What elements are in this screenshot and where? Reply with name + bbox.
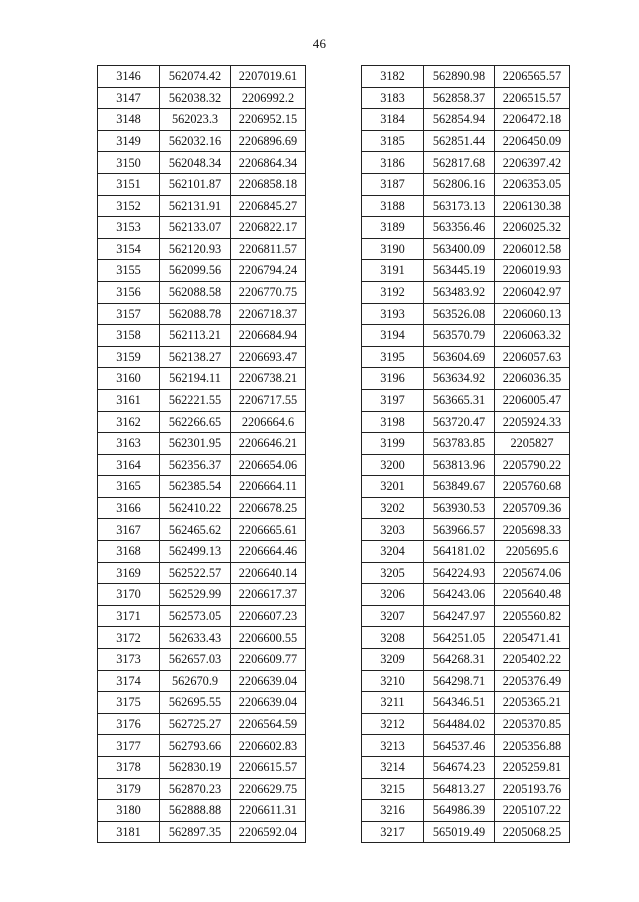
x-coordinate-cell: 562657.03	[160, 649, 231, 671]
table-row	[98, 346, 306, 368]
point-number-cell: 3198	[362, 411, 424, 433]
x-coordinate-cell: 562221.55	[160, 389, 231, 411]
table-row	[362, 454, 570, 476]
y-coordinate-cell: 2206845.27	[231, 195, 306, 217]
y-coordinate-cell: 2205365.21	[495, 692, 570, 714]
table-row	[362, 627, 570, 649]
table-row	[98, 389, 306, 411]
point-number-cell: 3176	[98, 713, 160, 735]
point-number-cell: 3165	[98, 476, 160, 498]
point-number-cell: 3216	[362, 800, 424, 822]
x-coordinate-cell: 563400.09	[424, 238, 495, 260]
x-coordinate-cell: 562101.87	[160, 173, 231, 195]
table-row	[98, 476, 306, 498]
table-row	[98, 411, 306, 433]
x-coordinate-cell: 564346.51	[424, 692, 495, 714]
x-coordinate-cell: 563526.08	[424, 303, 495, 325]
x-coordinate-cell: 563813.96	[424, 454, 495, 476]
point-number-cell: 3194	[362, 325, 424, 347]
point-number-cell: 3171	[98, 605, 160, 627]
y-coordinate-cell: 2206952.15	[231, 109, 306, 131]
point-number-cell: 3190	[362, 238, 424, 260]
y-coordinate-cell: 2206602.83	[231, 735, 306, 757]
point-number-cell: 3193	[362, 303, 424, 325]
table-row	[362, 433, 570, 455]
y-coordinate-cell: 2205471.41	[495, 627, 570, 649]
x-coordinate-cell: 562670.9	[160, 670, 231, 692]
table-row	[362, 303, 570, 325]
x-coordinate-cell: 562410.22	[160, 497, 231, 519]
table-row	[362, 173, 570, 195]
x-coordinate-cell: 562725.27	[160, 713, 231, 735]
y-coordinate-cell: 2206025.32	[495, 217, 570, 239]
point-number-cell: 3162	[98, 411, 160, 433]
point-number-cell: 3191	[362, 260, 424, 282]
x-coordinate-cell: 562356.37	[160, 454, 231, 476]
point-number-cell: 3195	[362, 346, 424, 368]
y-coordinate-cell: 2206664.11	[231, 476, 306, 498]
table-row	[362, 325, 570, 347]
point-number-cell: 3199	[362, 433, 424, 455]
x-coordinate-cell: 562806.16	[424, 173, 495, 195]
point-number-cell: 3192	[362, 281, 424, 303]
y-coordinate-cell: 2206019.93	[495, 260, 570, 282]
table-row	[98, 497, 306, 519]
x-coordinate-cell: 562088.58	[160, 281, 231, 303]
table-row	[98, 584, 306, 606]
x-coordinate-cell: 564251.05	[424, 627, 495, 649]
point-number-cell: 3179	[98, 778, 160, 800]
x-coordinate-cell: 563665.31	[424, 389, 495, 411]
point-number-cell: 3180	[98, 800, 160, 822]
point-number-cell: 3185	[362, 130, 424, 152]
point-number-cell: 3210	[362, 670, 424, 692]
point-number-cell: 3182	[362, 66, 424, 88]
table-row	[98, 562, 306, 584]
x-coordinate-cell: 564247.97	[424, 605, 495, 627]
x-coordinate-cell: 562695.55	[160, 692, 231, 714]
y-coordinate-cell: 2206397.42	[495, 152, 570, 174]
x-coordinate-cell: 562088.78	[160, 303, 231, 325]
x-coordinate-cell: 562032.16	[160, 130, 231, 152]
x-coordinate-cell: 562897.35	[160, 821, 231, 843]
point-number-cell: 3207	[362, 605, 424, 627]
x-coordinate-cell: 562499.13	[160, 541, 231, 563]
point-number-cell: 3183	[362, 87, 424, 109]
x-coordinate-cell: 564268.31	[424, 649, 495, 671]
table-row	[98, 454, 306, 476]
table-row	[98, 87, 306, 109]
table-row	[98, 238, 306, 260]
y-coordinate-cell: 2205356.88	[495, 735, 570, 757]
y-coordinate-cell: 2206664.46	[231, 541, 306, 563]
table-row	[98, 692, 306, 714]
point-number-cell: 3189	[362, 217, 424, 239]
table-row	[98, 325, 306, 347]
y-coordinate-cell: 2206036.35	[495, 368, 570, 390]
y-coordinate-cell: 2206472.18	[495, 109, 570, 131]
y-coordinate-cell: 2206564.59	[231, 713, 306, 735]
point-number-cell: 3201	[362, 476, 424, 498]
table-row	[98, 605, 306, 627]
y-coordinate-cell: 2206858.18	[231, 173, 306, 195]
x-coordinate-cell: 563604.69	[424, 346, 495, 368]
y-coordinate-cell: 2206353.05	[495, 173, 570, 195]
point-number-cell: 3214	[362, 757, 424, 779]
point-number-cell: 3151	[98, 173, 160, 195]
table-row	[362, 217, 570, 239]
point-number-cell: 3164	[98, 454, 160, 476]
x-coordinate-cell: 562870.23	[160, 778, 231, 800]
y-coordinate-cell: 2206565.57	[495, 66, 570, 88]
x-coordinate-cell: 562266.65	[160, 411, 231, 433]
x-coordinate-cell: 565019.49	[424, 821, 495, 843]
table-row	[362, 346, 570, 368]
x-coordinate-cell: 562465.62	[160, 519, 231, 541]
x-coordinate-cell: 563483.92	[424, 281, 495, 303]
table-row	[362, 541, 570, 563]
x-coordinate-cell: 562099.56	[160, 260, 231, 282]
point-number-cell: 3200	[362, 454, 424, 476]
table-row	[362, 389, 570, 411]
y-coordinate-cell: 2206678.25	[231, 497, 306, 519]
table-row	[98, 303, 306, 325]
x-coordinate-cell: 562113.21	[160, 325, 231, 347]
table-row	[362, 605, 570, 627]
y-coordinate-cell: 2206896.69	[231, 130, 306, 152]
x-coordinate-cell: 562120.93	[160, 238, 231, 260]
y-coordinate-cell: 2205107.22	[495, 800, 570, 822]
point-number-cell: 3197	[362, 389, 424, 411]
y-coordinate-cell: 2206811.57	[231, 238, 306, 260]
x-coordinate-cell: 562830.19	[160, 757, 231, 779]
y-coordinate-cell: 2205402.22	[495, 649, 570, 671]
point-number-cell: 3166	[98, 497, 160, 519]
point-number-cell: 3174	[98, 670, 160, 692]
point-number-cell: 3186	[362, 152, 424, 174]
point-number-cell: 3146	[98, 66, 160, 88]
y-coordinate-cell: 2206063.32	[495, 325, 570, 347]
table-row	[362, 130, 570, 152]
y-coordinate-cell: 2206607.23	[231, 605, 306, 627]
point-number-cell: 3208	[362, 627, 424, 649]
point-number-cell: 3163	[98, 433, 160, 455]
y-coordinate-cell: 2205259.81	[495, 757, 570, 779]
point-number-cell: 3172	[98, 627, 160, 649]
x-coordinate-cell: 564813.27	[424, 778, 495, 800]
y-coordinate-cell: 2206738.21	[231, 368, 306, 390]
table-row	[98, 109, 306, 131]
page-number: 46	[312, 36, 327, 51]
y-coordinate-cell: 2206639.04	[231, 670, 306, 692]
y-coordinate-cell: 2206770.75	[231, 281, 306, 303]
table-row	[362, 735, 570, 757]
table-row	[362, 800, 570, 822]
y-coordinate-cell: 2205560.82	[495, 605, 570, 627]
x-coordinate-cell: 564298.71	[424, 670, 495, 692]
x-coordinate-cell: 562301.95	[160, 433, 231, 455]
x-coordinate-cell: 563849.67	[424, 476, 495, 498]
table-row	[362, 152, 570, 174]
table-row	[98, 627, 306, 649]
coordinates-table-right	[361, 65, 570, 843]
table-row	[362, 260, 570, 282]
point-number-cell: 3178	[98, 757, 160, 779]
point-number-cell: 3187	[362, 173, 424, 195]
table-row	[98, 195, 306, 217]
y-coordinate-cell: 2205068.25	[495, 821, 570, 843]
table-row	[362, 109, 570, 131]
table-row	[98, 800, 306, 822]
y-coordinate-cell: 2206864.34	[231, 152, 306, 174]
x-coordinate-cell: 564674.23	[424, 757, 495, 779]
point-number-cell: 3188	[362, 195, 424, 217]
point-number-cell: 3215	[362, 778, 424, 800]
x-coordinate-cell: 564224.93	[424, 562, 495, 584]
table-row	[362, 519, 570, 541]
point-number-cell: 3154	[98, 238, 160, 260]
point-number-cell: 3177	[98, 735, 160, 757]
y-coordinate-cell: 2206592.04	[231, 821, 306, 843]
point-number-cell: 3205	[362, 562, 424, 584]
y-coordinate-cell: 2205640.48	[495, 584, 570, 606]
table-row	[98, 541, 306, 563]
x-coordinate-cell: 562851.44	[424, 130, 495, 152]
coordinates-table-left-body	[98, 66, 306, 843]
y-coordinate-cell: 2205827	[495, 433, 570, 455]
y-coordinate-cell: 2206718.37	[231, 303, 306, 325]
table-row	[98, 173, 306, 195]
x-coordinate-cell: 564537.46	[424, 735, 495, 757]
x-coordinate-cell: 563783.85	[424, 433, 495, 455]
table-row	[362, 778, 570, 800]
x-coordinate-cell: 563634.92	[424, 368, 495, 390]
y-coordinate-cell: 2206640.14	[231, 562, 306, 584]
point-number-cell: 3175	[98, 692, 160, 714]
y-coordinate-cell: 2205924.33	[495, 411, 570, 433]
y-coordinate-cell: 2206057.63	[495, 346, 570, 368]
table-row	[98, 66, 306, 88]
table-row	[362, 757, 570, 779]
y-coordinate-cell: 2206609.77	[231, 649, 306, 671]
table-row	[98, 152, 306, 174]
x-coordinate-cell: 562133.07	[160, 217, 231, 239]
table-row	[362, 670, 570, 692]
table-row	[362, 368, 570, 390]
y-coordinate-cell: 2205695.6	[495, 541, 570, 563]
y-coordinate-cell: 2206822.17	[231, 217, 306, 239]
table-row	[98, 130, 306, 152]
point-number-cell: 3203	[362, 519, 424, 541]
y-coordinate-cell: 2206665.61	[231, 519, 306, 541]
point-number-cell: 3206	[362, 584, 424, 606]
x-coordinate-cell: 562529.99	[160, 584, 231, 606]
coordinates-table-left	[97, 65, 306, 843]
table-row	[362, 584, 570, 606]
table-row	[98, 778, 306, 800]
point-number-cell: 3202	[362, 497, 424, 519]
y-coordinate-cell: 2206130.38	[495, 195, 570, 217]
table-row	[362, 66, 570, 88]
y-coordinate-cell: 2206615.57	[231, 757, 306, 779]
point-number-cell: 3152	[98, 195, 160, 217]
point-number-cell: 3209	[362, 649, 424, 671]
y-coordinate-cell: 2206042.97	[495, 281, 570, 303]
x-coordinate-cell: 562194.11	[160, 368, 231, 390]
table-row	[98, 519, 306, 541]
coordinates-table-right-body	[362, 66, 570, 843]
table-row	[362, 476, 570, 498]
x-coordinate-cell: 563966.57	[424, 519, 495, 541]
table-row	[98, 260, 306, 282]
y-coordinate-cell: 2206639.04	[231, 692, 306, 714]
y-coordinate-cell: 2206629.75	[231, 778, 306, 800]
table-row	[362, 87, 570, 109]
table-row	[362, 821, 570, 843]
y-coordinate-cell: 2206646.21	[231, 433, 306, 455]
point-number-cell: 3212	[362, 713, 424, 735]
point-number-cell: 3211	[362, 692, 424, 714]
x-coordinate-cell: 564484.02	[424, 713, 495, 735]
x-coordinate-cell: 564181.02	[424, 541, 495, 563]
y-coordinate-cell: 2206600.55	[231, 627, 306, 649]
point-number-cell: 3150	[98, 152, 160, 174]
x-coordinate-cell: 562888.88	[160, 800, 231, 822]
y-coordinate-cell: 2206693.47	[231, 346, 306, 368]
table-row	[362, 195, 570, 217]
point-number-cell: 3159	[98, 346, 160, 368]
point-number-cell: 3217	[362, 821, 424, 843]
point-number-cell: 3181	[98, 821, 160, 843]
x-coordinate-cell: 562633.43	[160, 627, 231, 649]
table-row	[362, 497, 570, 519]
x-coordinate-cell: 562074.42	[160, 66, 231, 88]
x-coordinate-cell: 562522.57	[160, 562, 231, 584]
x-coordinate-cell: 562385.54	[160, 476, 231, 498]
table-row	[98, 281, 306, 303]
y-coordinate-cell: 2206005.47	[495, 389, 570, 411]
y-coordinate-cell: 2206515.57	[495, 87, 570, 109]
y-coordinate-cell: 2206992.2	[231, 87, 306, 109]
point-number-cell: 3204	[362, 541, 424, 563]
x-coordinate-cell: 562023.3	[160, 109, 231, 131]
x-coordinate-cell: 562817.68	[424, 152, 495, 174]
table-row	[98, 735, 306, 757]
y-coordinate-cell: 2205193.76	[495, 778, 570, 800]
x-coordinate-cell: 562048.34	[160, 152, 231, 174]
y-coordinate-cell: 2205709.36	[495, 497, 570, 519]
table-row	[98, 670, 306, 692]
y-coordinate-cell: 2206717.55	[231, 389, 306, 411]
x-coordinate-cell: 563445.19	[424, 260, 495, 282]
y-coordinate-cell: 2206794.24	[231, 260, 306, 282]
point-number-cell: 3156	[98, 281, 160, 303]
table-row	[98, 368, 306, 390]
point-number-cell: 3160	[98, 368, 160, 390]
table-row	[362, 562, 570, 584]
table-row	[362, 692, 570, 714]
point-number-cell: 3196	[362, 368, 424, 390]
x-coordinate-cell: 562854.94	[424, 109, 495, 131]
y-coordinate-cell: 2206450.09	[495, 130, 570, 152]
point-number-cell: 3147	[98, 87, 160, 109]
y-coordinate-cell: 2205674.06	[495, 562, 570, 584]
x-coordinate-cell: 563720.47	[424, 411, 495, 433]
x-coordinate-cell: 562858.37	[424, 87, 495, 109]
x-coordinate-cell: 562038.32	[160, 87, 231, 109]
point-number-cell: 3184	[362, 109, 424, 131]
point-number-cell: 3148	[98, 109, 160, 131]
table-row	[98, 713, 306, 735]
table-row	[98, 433, 306, 455]
x-coordinate-cell: 563570.79	[424, 325, 495, 347]
x-coordinate-cell: 562573.05	[160, 605, 231, 627]
x-coordinate-cell: 563173.13	[424, 195, 495, 217]
x-coordinate-cell: 562138.27	[160, 346, 231, 368]
point-number-cell: 3149	[98, 130, 160, 152]
y-coordinate-cell: 2206684.94	[231, 325, 306, 347]
point-number-cell: 3173	[98, 649, 160, 671]
table-row	[98, 649, 306, 671]
y-coordinate-cell: 2205370.85	[495, 713, 570, 735]
table-row	[362, 238, 570, 260]
y-coordinate-cell: 2206012.58	[495, 238, 570, 260]
table-row	[362, 649, 570, 671]
x-coordinate-cell: 562890.98	[424, 66, 495, 88]
x-coordinate-cell: 563930.53	[424, 497, 495, 519]
table-row	[362, 281, 570, 303]
table-row	[98, 217, 306, 239]
table-row	[98, 821, 306, 843]
point-number-cell: 3155	[98, 260, 160, 282]
x-coordinate-cell: 564986.39	[424, 800, 495, 822]
y-coordinate-cell: 2205376.49	[495, 670, 570, 692]
x-coordinate-cell: 563356.46	[424, 217, 495, 239]
y-coordinate-cell: 2205760.68	[495, 476, 570, 498]
point-number-cell: 3170	[98, 584, 160, 606]
y-coordinate-cell: 2206664.6	[231, 411, 306, 433]
y-coordinate-cell: 2205698.33	[495, 519, 570, 541]
point-number-cell: 3158	[98, 325, 160, 347]
table-row	[362, 411, 570, 433]
x-coordinate-cell: 562131.91	[160, 195, 231, 217]
y-coordinate-cell: 2206617.37	[231, 584, 306, 606]
point-number-cell: 3161	[98, 389, 160, 411]
point-number-cell: 3168	[98, 541, 160, 563]
point-number-cell: 3213	[362, 735, 424, 757]
point-number-cell: 3153	[98, 217, 160, 239]
y-coordinate-cell: 2206060.13	[495, 303, 570, 325]
x-coordinate-cell: 562793.66	[160, 735, 231, 757]
y-coordinate-cell: 2205790.22	[495, 454, 570, 476]
y-coordinate-cell: 2206611.31	[231, 800, 306, 822]
table-row	[98, 757, 306, 779]
point-number-cell: 3157	[98, 303, 160, 325]
x-coordinate-cell: 564243.06	[424, 584, 495, 606]
point-number-cell: 3167	[98, 519, 160, 541]
y-coordinate-cell: 2207019.61	[231, 66, 306, 88]
y-coordinate-cell: 2206654.06	[231, 454, 306, 476]
table-row	[362, 713, 570, 735]
point-number-cell: 3169	[98, 562, 160, 584]
